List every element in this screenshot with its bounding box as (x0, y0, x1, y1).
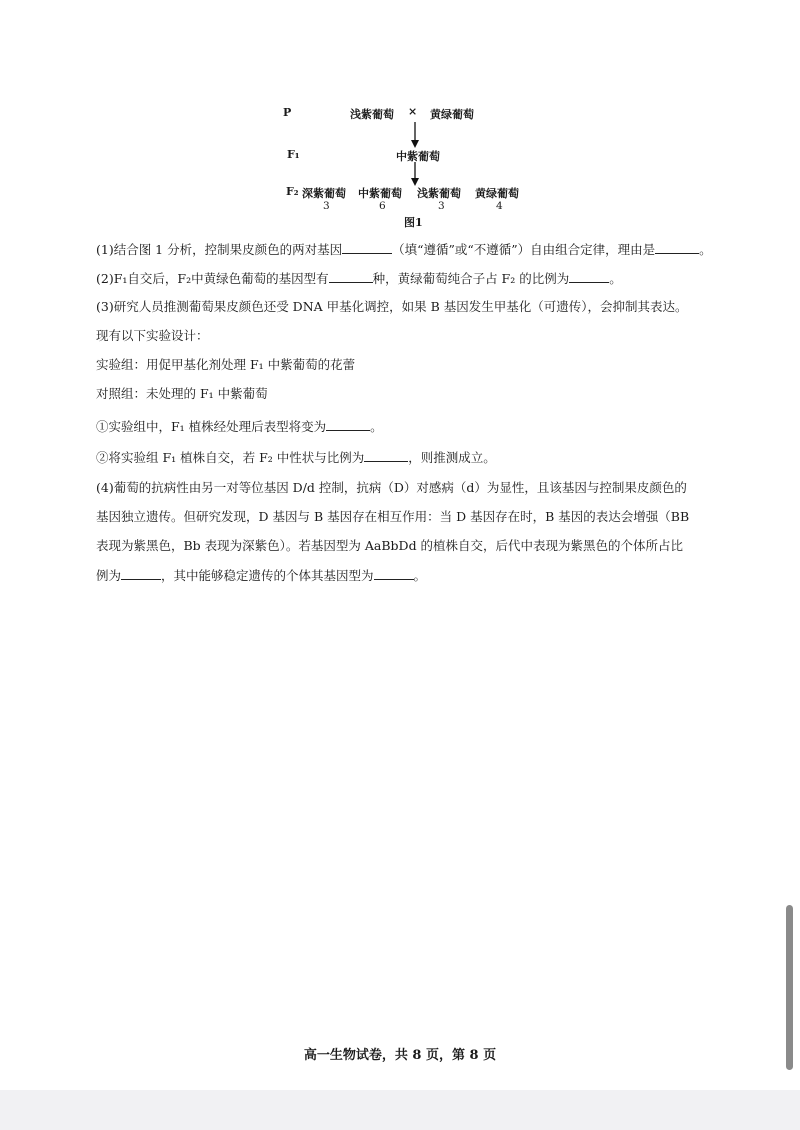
question-3-part-2 (96, 449, 496, 466)
p-parent-light-purple: 浅紫葡萄 (350, 108, 394, 121)
answer-blank[interactable] (569, 270, 609, 283)
down-arrow-icon (410, 162, 420, 186)
answer-blank[interactable] (374, 567, 414, 580)
question-2 (96, 270, 622, 287)
figure-caption: 图1 (404, 216, 423, 229)
f1-generation-label: F₁ (287, 148, 300, 161)
experimental-group: 实验组：用促甲基化剂处理 F₁ 中紫葡萄的花蕾 (96, 357, 356, 372)
down-arrow-icon (410, 122, 420, 148)
answer-blank[interactable] (655, 241, 699, 254)
f1-phenotype: 中紫葡萄 (396, 150, 440, 163)
answer-blank[interactable] (364, 449, 408, 462)
question-4-line-4 (96, 567, 426, 584)
f2-middle-purple: 中紫葡萄 (358, 187, 402, 200)
question-4-line-1: (4)葡萄的抗病性由另一对等位基因 D/d 控制，抗病（D）对感病（d）为显性，且该基因与控制果皮颜色的 (96, 480, 687, 495)
answer-blank[interactable] (121, 567, 161, 580)
f2-light-purple: 浅紫葡萄 (417, 187, 461, 200)
scrollbar-thumb[interactable] (786, 905, 793, 1070)
p-parent-yellow-green: 黄绿葡萄 (430, 108, 474, 121)
answer-blank[interactable] (329, 270, 373, 283)
answer-blank[interactable] (342, 241, 392, 254)
cross-symbol: × (408, 105, 418, 118)
answer-blank[interactable] (326, 418, 370, 431)
question-4-line-2: 基因独立遗传。但研究发现，D 基因与 B 基因存在相互作用：当 D 基因存在时，B 基因的表达会增强（BB (96, 509, 690, 524)
question-2-text-b: 种，黄绿葡萄纯合子占 F₂ 的比例为 (372, 271, 570, 286)
f2-deep-purple: 深紫葡萄 (302, 187, 346, 200)
p-generation-label: P (283, 106, 292, 119)
question-3-part-1 (96, 418, 383, 435)
question-3-design-heading: 现有以下实验设计： (96, 328, 209, 343)
question-3-part-1-end: 。 (370, 419, 383, 434)
question-1 (96, 241, 712, 258)
question-1-text-a: (1)结合图 1 分析，控制果皮颜色的两对基因 (96, 242, 343, 257)
question-2-text-a: (2)F₁自交后，F₂中黄绿色葡萄的基因型有 (96, 271, 329, 286)
question-1-text-b: （填“遵循”或“不遵循”）自由组合定律，理由是 (392, 242, 656, 257)
question-1-text-c: 。 (699, 242, 712, 257)
question-3-part-2-end: ，则推测成立。 (408, 450, 496, 465)
f2-yellow-green-count: 4 (496, 200, 503, 212)
question-3-part-1-text: ①实验组中，F₁ 植株经处理后表型将变为 (96, 419, 327, 434)
f2-middle-purple-count: 6 (379, 200, 386, 212)
control-group: 对照组：未处理的 F₁ 中紫葡萄 (96, 386, 268, 401)
question-4-text-a: 例为 (96, 568, 122, 583)
question-4-text-b: ，其中能够稳定遗传的个体其基因型为 (161, 568, 374, 583)
viewer-bottom-bar (0, 1090, 800, 1130)
question-4-text-c: 。 (413, 568, 427, 583)
f2-deep-purple-count: 3 (323, 200, 330, 212)
question-4-line-3: 表现为紫黑色，Bb 表现为深紫色）。若基因型为 AaBbDd 的植株自交，后代中表现为紫黑色的个体所占比 (96, 538, 684, 553)
question-2-text-c: 。 (609, 271, 622, 286)
question-3-intro: (3)研究人员推测葡萄果皮颜色还受 DNA 甲基化调控，如果 B 基因发生甲基化（可遗传），会抑制其表达。 (96, 299, 688, 314)
question-3-part-2-text: ②将实验组 F₁ 植株自交，若 F₂ 中性状与比例为 (96, 450, 365, 465)
f2-yellow-green: 黄绿葡萄 (475, 187, 519, 200)
page-footer: 高一生物试卷，共 8 页，第 8 页 (303, 1048, 497, 1063)
f2-light-purple-count: 3 (438, 200, 445, 212)
f2-generation-label: F₂ (286, 185, 299, 198)
